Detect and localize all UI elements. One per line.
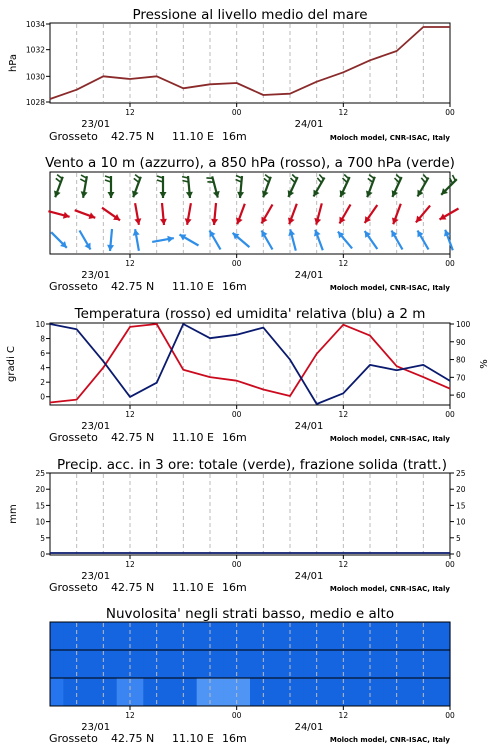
y-tick-label-right: 5 [456, 533, 461, 543]
wind-barb [57, 175, 62, 179]
wind-arrow-head [237, 192, 244, 198]
wind-arrow [288, 204, 297, 225]
y-tick-label: 0 [40, 550, 45, 559]
y-tick-label: 1032 [25, 45, 45, 55]
wind-barb [317, 178, 321, 183]
station-footer [49, 581, 450, 594]
wind-title: Vento a 10 m (azzurro), a 850 hPa (rosso), a 700 hPa (verde) [45, 155, 455, 171]
wind-xticks [81, 254, 455, 281]
wind-arrow-head [314, 218, 321, 225]
y-tick-label: 6 [40, 349, 45, 359]
y-tick-label-right: 0 [456, 550, 461, 559]
date-label: 23/01 [81, 270, 111, 281]
temperature-panel [6, 306, 490, 432]
cloud-panel [50, 606, 455, 733]
date-label: 23/01 [81, 571, 111, 582]
pressure-line [50, 27, 450, 99]
wind-barb [291, 178, 296, 182]
y-tick-label-right: 20 [456, 485, 466, 495]
station-name: Grosseto [49, 130, 98, 143]
precip-grid [77, 474, 424, 554]
date-label: 23/01 [81, 421, 111, 432]
wind-arrow [160, 203, 167, 225]
wind-arrow [211, 203, 218, 225]
precip-yticks [35, 469, 465, 559]
y-tick-label-right: 10 [456, 517, 466, 527]
y-tick-label: 1034 [25, 20, 45, 29]
wind-arrow [157, 176, 167, 198]
temperature-ylabel: gradi C [6, 346, 17, 382]
wind-barb [292, 175, 297, 179]
precip-panel [8, 457, 466, 582]
x-tick-label: 12 [338, 410, 349, 419]
wind-arrow [340, 205, 351, 224]
y-tick-label: 0 [40, 392, 45, 402]
wind-arrow-head [108, 192, 115, 198]
x-tick-label: 12 [338, 259, 349, 268]
station-alt: 16m [222, 581, 247, 594]
y-tick-label-right: 25 [456, 469, 466, 478]
station-lon: 11.10 E [172, 431, 214, 444]
pressure-grid [77, 24, 424, 102]
wind-arrow [133, 229, 140, 251]
wind-arrow [185, 203, 192, 225]
wind-arrow [392, 175, 402, 198]
y-tick-label-right: 90 [456, 337, 466, 347]
wind-arrow [365, 231, 378, 249]
humidity-ylabel: % [479, 359, 490, 369]
y-tick-label: 15 [35, 501, 45, 511]
pressure-xticks [81, 103, 455, 130]
wind-arrow [107, 229, 114, 251]
precip-frame [50, 473, 450, 555]
y-tick-label: 10 [35, 320, 45, 329]
wind-arrow [75, 210, 96, 219]
wind-arrow [262, 205, 273, 224]
pressure-panel [8, 7, 455, 130]
station-lon: 11.10 E [172, 130, 214, 143]
wind-arrow [51, 232, 67, 248]
wind-arrow [262, 175, 271, 198]
y-tick-label-right: 15 [456, 501, 466, 511]
date-label: 24/01 [294, 421, 324, 432]
wind-arrow [418, 175, 429, 197]
wind-arrow [105, 176, 115, 198]
wind-arrow [392, 204, 401, 225]
x-tick-label: 00 [231, 711, 242, 720]
x-tick-label: 00 [445, 410, 455, 419]
station-name: Grosseto [49, 732, 98, 745]
wind-arrow-head [213, 191, 220, 198]
station-lon: 11.10 E [172, 280, 214, 293]
cloud-cell [50, 650, 64, 678]
wind-arrow [444, 230, 453, 251]
model-credit: Moloch model, CNR-ISAC, Italy [329, 435, 450, 443]
wind-arrow [288, 175, 298, 198]
cloud-cell [437, 622, 451, 650]
wind-arrow [134, 203, 141, 225]
date-label: 24/01 [294, 722, 324, 733]
wind-arrow [288, 229, 296, 250]
wind-barb [319, 175, 323, 180]
wind-arrow-head [211, 219, 218, 225]
x-tick-label: 12 [338, 711, 349, 720]
precip-xticks [81, 555, 455, 582]
wind-arrow [441, 175, 457, 195]
station-footer [49, 130, 450, 143]
wind-arrow [338, 232, 352, 249]
wind-arrow [314, 203, 322, 224]
station-lat: 42.75 N [111, 431, 155, 444]
model-credit: Moloch model, CNR-ISAC, Italy [329, 284, 450, 292]
station-footer [49, 431, 450, 444]
y-tick-label: 8 [40, 334, 45, 344]
station-name: Grosseto [49, 431, 98, 444]
x-tick-label: 00 [231, 259, 242, 268]
wind-arrow [440, 209, 459, 220]
x-tick-label: 00 [231, 560, 242, 569]
date-label: 24/01 [294, 571, 324, 582]
station-alt: 16m [222, 431, 247, 444]
wind-arrow [180, 235, 199, 246]
wind-arrow [366, 175, 375, 198]
x-tick-label: 12 [338, 108, 349, 117]
station-alt: 16m [222, 280, 247, 293]
wind-barb [134, 178, 139, 182]
x-tick-label: 12 [125, 108, 135, 117]
date-label: 24/01 [294, 119, 324, 130]
station-lat: 42.75 N [111, 732, 155, 745]
temperature-line [50, 324, 450, 403]
wind-barb [56, 178, 61, 182]
y-tick-label: 25 [35, 469, 45, 478]
model-credit: Moloch model, CNR-ISAC, Italy [329, 134, 450, 142]
wind-barb [344, 175, 349, 179]
y-tick-label: 5 [40, 533, 45, 543]
precip-title: Precip. acc. in 3 ore: totale (verde), frazione solida (tratt.) [57, 457, 447, 473]
x-tick-label: 12 [338, 560, 349, 569]
x-tick-label: 00 [445, 259, 455, 268]
x-tick-label: 00 [445, 108, 455, 117]
station-lat: 42.75 N [111, 130, 155, 143]
wind-arrow-head [186, 192, 193, 198]
wind-arrows [48, 175, 458, 252]
wind-arrow [206, 176, 219, 197]
wind-arrow [314, 175, 325, 197]
date-label: 24/01 [294, 270, 324, 281]
station-alt: 16m [222, 732, 247, 745]
station-footer [49, 732, 450, 745]
wind-arrow [132, 175, 141, 198]
pressure-title: Pressione al livello medio del mare [132, 7, 368, 23]
station-name: Grosseto [49, 280, 98, 293]
station-alt: 16m [222, 130, 247, 143]
x-tick-label: 12 [125, 259, 135, 268]
y-tick-label: 10 [35, 517, 45, 527]
wind-arrow-head [107, 245, 114, 251]
x-tick-label: 00 [445, 711, 455, 720]
cloud-cell [50, 678, 64, 706]
wind-arrow [80, 175, 87, 198]
temperature-frame [50, 323, 450, 405]
wind-arrow-head [288, 229, 295, 236]
x-tick-label: 00 [231, 108, 242, 117]
cloud-title: Nuvolosita' negli strati basso, medio e alto [105, 606, 395, 622]
y-tick-label: 4 [40, 363, 45, 373]
cloud-cell [437, 650, 451, 678]
wind-arrow [210, 231, 221, 250]
station-lat: 42.75 N [111, 280, 155, 293]
x-tick-label: 12 [125, 410, 135, 419]
temperature-series [50, 324, 450, 404]
temperature-yticks [35, 320, 470, 402]
y-tick-label: 1028 [25, 98, 45, 107]
wind-panel [45, 155, 458, 281]
x-tick-label: 12 [125, 560, 135, 569]
wind-arrow [233, 233, 250, 247]
wind-arrow [314, 230, 323, 251]
wind-arrow [236, 204, 245, 225]
wind-arrow-head [63, 212, 70, 219]
y-tick-label-right: 100 [456, 320, 471, 329]
precip-ylabel: mm [8, 504, 19, 524]
wind-barb [264, 178, 269, 182]
temperature-xticks [81, 405, 455, 432]
cloud-cells [50, 622, 451, 706]
station-lat: 42.75 N [111, 581, 155, 594]
wind-arrow-head [160, 192, 167, 198]
wind-arrow [48, 211, 69, 219]
y-tick-label-right: 70 [456, 373, 466, 383]
y-tick-label: 20 [35, 485, 45, 495]
y-tick-label: 1030 [25, 72, 45, 82]
wind-barb [423, 175, 427, 180]
y-tick-label-right: 80 [456, 355, 466, 365]
cloud-xticks [81, 706, 455, 733]
wind-arrow [365, 205, 378, 223]
wind-barb [135, 175, 140, 179]
model-credit: Moloch model, CNR-ISAC, Italy [329, 585, 450, 593]
station-lon: 11.10 E [172, 581, 214, 594]
model-credit: Moloch model, CNR-ISAC, Italy [329, 736, 450, 744]
x-tick-label: 00 [231, 410, 242, 419]
wind-arrow [152, 236, 174, 243]
wind-barb [453, 175, 456, 181]
pressure-yticks [26, 20, 50, 107]
pressure-frame [50, 23, 450, 103]
wind-arrow [102, 208, 120, 221]
station-lon: 11.10 E [172, 732, 214, 745]
date-label: 23/01 [81, 722, 111, 733]
y-tick-label-right: 60 [456, 391, 466, 401]
x-tick-label: 12 [125, 711, 135, 720]
cloud-cell [437, 678, 451, 706]
humidity-line [50, 324, 450, 404]
pressure-ylabel: hPa [8, 53, 19, 73]
wind-arrow [340, 175, 350, 198]
y-tick-label: 2 [40, 378, 45, 388]
temperature-title: Temperatura (rosso) ed umidita' relativa (blu) a 2 m [74, 306, 426, 322]
wind-arrow [54, 175, 63, 198]
cloud-cell [50, 622, 64, 650]
station-name: Grosseto [49, 581, 98, 594]
wind-arrow-head [160, 219, 167, 225]
date-label: 23/01 [81, 119, 111, 130]
wind-arrow [80, 231, 91, 250]
x-tick-label: 00 [445, 560, 455, 569]
wind-barb [265, 175, 270, 179]
pressure-series [50, 27, 450, 99]
station-footer [49, 280, 450, 293]
